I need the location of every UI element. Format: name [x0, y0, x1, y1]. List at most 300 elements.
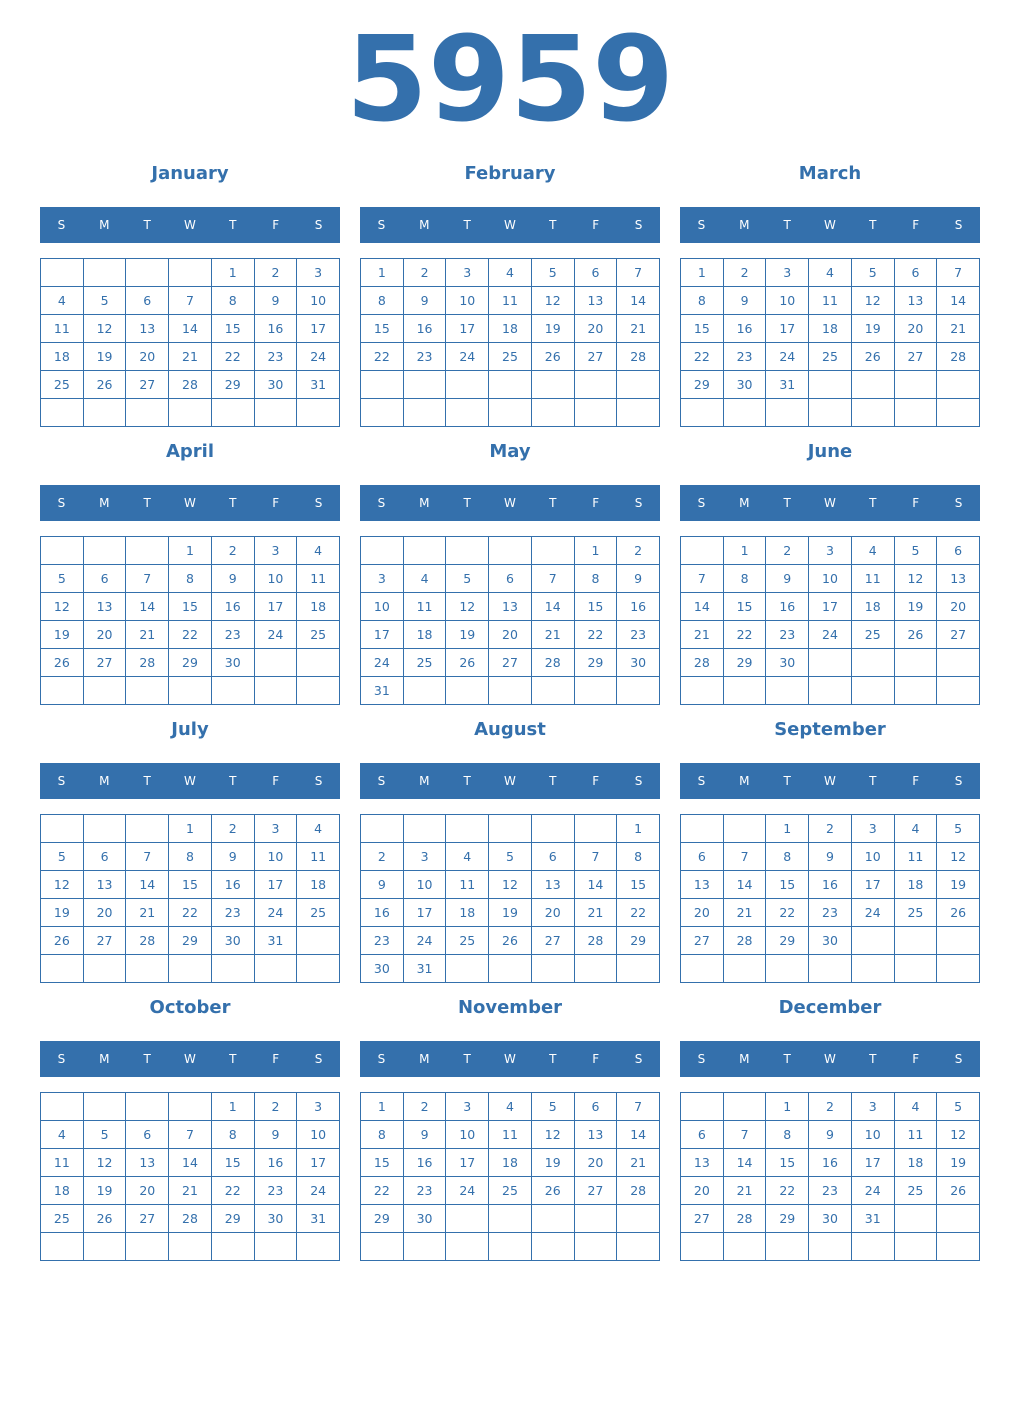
day-cell: 29: [169, 649, 212, 677]
day-cell: 10: [809, 565, 852, 593]
day-cell: 24: [255, 621, 298, 649]
day-cell: [937, 399, 980, 427]
weekday-label: T: [143, 496, 151, 510]
day-cell: 15: [575, 593, 618, 621]
weekday-label: M: [419, 218, 430, 232]
day-cell: 11: [809, 287, 852, 315]
weekday-label: T: [783, 1052, 791, 1066]
day-cell: [404, 677, 447, 705]
day-cell: 13: [489, 593, 532, 621]
day-cell: 24: [809, 621, 852, 649]
day-grid: [680, 258, 980, 427]
day-cell: [895, 1233, 938, 1261]
day-cell: 13: [575, 287, 618, 315]
day-cell: [766, 677, 809, 705]
day-cell: 11: [41, 1149, 84, 1177]
month-name: May: [489, 441, 531, 462]
day-cell: 1: [766, 815, 809, 843]
day-cell: 1: [575, 537, 618, 565]
day-cell: [41, 955, 84, 983]
day-cell: 20: [681, 899, 724, 927]
day-cell: 2: [404, 1093, 447, 1121]
day-cell: 27: [126, 371, 169, 399]
day-cell: 4: [404, 565, 447, 593]
day-cell: 12: [41, 593, 84, 621]
weekday-label: S: [634, 1052, 643, 1066]
day-cell: [617, 399, 660, 427]
day-cell: 20: [489, 621, 532, 649]
day-cell: 5: [895, 537, 938, 565]
day-cell: 21: [724, 899, 767, 927]
day-cell: 25: [297, 621, 340, 649]
weekday-label: S: [634, 496, 643, 510]
month-name: February: [464, 163, 556, 184]
day-cell: 5: [489, 843, 532, 871]
day-cell: [575, 955, 618, 983]
day-cell: [446, 677, 489, 705]
day-cell: 10: [446, 1121, 489, 1149]
day-cell: 26: [937, 899, 980, 927]
day-cell: [766, 955, 809, 983]
day-cell: 8: [575, 565, 618, 593]
weekday-label: M: [739, 218, 750, 232]
day-cell: [84, 259, 127, 287]
day-cell: 11: [852, 565, 895, 593]
day-cell: 9: [766, 565, 809, 593]
day-cell: 12: [489, 871, 532, 899]
day-cell: 19: [84, 1177, 127, 1205]
day-cell: 24: [446, 343, 489, 371]
day-cell: 19: [84, 343, 127, 371]
day-cell: 31: [297, 371, 340, 399]
day-cell: 19: [489, 899, 532, 927]
day-cell: 8: [361, 287, 404, 315]
day-cell: 7: [724, 843, 767, 871]
day-cell: 14: [169, 1149, 212, 1177]
day-cell: 4: [297, 815, 340, 843]
day-grid: [40, 258, 340, 427]
day-cell: 16: [361, 899, 404, 927]
weekday-label: M: [99, 218, 110, 232]
day-cell: 3: [446, 1093, 489, 1121]
day-cell: [895, 1205, 938, 1233]
weekday-label: T: [463, 1052, 471, 1066]
day-cell: [84, 955, 127, 983]
day-cell: [169, 259, 212, 287]
day-cell: 18: [895, 1149, 938, 1177]
day-cell: [852, 649, 895, 677]
day-cell: [489, 1233, 532, 1261]
weekday-label: F: [912, 774, 920, 788]
day-cell: [809, 371, 852, 399]
day-cell: 7: [169, 1121, 212, 1149]
day-cell: 25: [446, 927, 489, 955]
weekday-label: S: [377, 496, 386, 510]
day-cell: 7: [937, 259, 980, 287]
day-cell: 26: [446, 649, 489, 677]
day-grid: [360, 814, 660, 983]
day-cell: [446, 955, 489, 983]
day-cell: 26: [41, 927, 84, 955]
weekday-label: T: [549, 218, 557, 232]
day-cell: [404, 371, 447, 399]
day-cell: [681, 815, 724, 843]
day-cell: 11: [297, 843, 340, 871]
month-name: November: [457, 997, 563, 1018]
weekday-header: [360, 207, 660, 243]
day-grid: [360, 1092, 660, 1261]
year-title: 5959: [345, 10, 675, 148]
day-cell: 25: [852, 621, 895, 649]
day-cell: 8: [361, 1121, 404, 1149]
day-cell: 6: [895, 259, 938, 287]
day-cell: [446, 1233, 489, 1261]
day-cell: 17: [255, 871, 298, 899]
weekday-label: F: [272, 1052, 280, 1066]
day-cell: 5: [937, 1093, 980, 1121]
weekday-label: S: [57, 218, 66, 232]
day-cell: 23: [766, 621, 809, 649]
day-cell: 19: [532, 315, 575, 343]
weekday-label: S: [954, 1052, 963, 1066]
day-cell: 22: [169, 621, 212, 649]
day-cell: 10: [766, 287, 809, 315]
day-cell: 7: [724, 1121, 767, 1149]
day-cell: 3: [297, 259, 340, 287]
day-cell: 9: [361, 871, 404, 899]
day-cell: 18: [404, 621, 447, 649]
day-cell: [404, 399, 447, 427]
day-cell: 31: [766, 371, 809, 399]
day-cell: 28: [617, 343, 660, 371]
day-cell: 16: [809, 1149, 852, 1177]
weekday-label: S: [57, 496, 66, 510]
day-cell: 16: [255, 1149, 298, 1177]
day-cell: [809, 677, 852, 705]
day-cell: 15: [724, 593, 767, 621]
day-cell: [41, 399, 84, 427]
month-january: [40, 160, 340, 427]
day-cell: 7: [126, 843, 169, 871]
day-cell: 8: [617, 843, 660, 871]
day-cell: 7: [617, 1093, 660, 1121]
day-cell: [489, 1205, 532, 1233]
day-cell: 5: [84, 1121, 127, 1149]
day-cell: 10: [852, 1121, 895, 1149]
day-cell: [681, 1233, 724, 1261]
day-cell: [446, 815, 489, 843]
weekday-label: F: [592, 496, 600, 510]
day-cell: 1: [169, 537, 212, 565]
day-cell: 11: [404, 593, 447, 621]
weekday-label: F: [592, 218, 600, 232]
day-cell: 25: [297, 899, 340, 927]
day-cell: [532, 677, 575, 705]
day-cell: 27: [84, 927, 127, 955]
day-cell: 1: [766, 1093, 809, 1121]
day-cell: 8: [212, 1121, 255, 1149]
day-cell: [852, 399, 895, 427]
day-cell: 6: [84, 565, 127, 593]
day-cell: 31: [404, 955, 447, 983]
day-cell: [681, 955, 724, 983]
day-cell: [446, 399, 489, 427]
day-cell: 31: [852, 1205, 895, 1233]
weekday-label: T: [463, 774, 471, 788]
day-cell: [297, 1233, 340, 1261]
day-cell: [724, 677, 767, 705]
weekday-label: W: [504, 774, 516, 788]
day-cell: 14: [532, 593, 575, 621]
day-cell: 29: [212, 371, 255, 399]
weekday-label: M: [739, 1052, 750, 1066]
day-cell: 31: [361, 677, 404, 705]
day-cell: 30: [404, 1205, 447, 1233]
month-february: [360, 160, 660, 427]
day-cell: 29: [681, 371, 724, 399]
weekday-label: S: [697, 496, 706, 510]
day-cell: 19: [937, 1149, 980, 1177]
day-cell: 15: [169, 871, 212, 899]
weekday-label: S: [314, 218, 323, 232]
day-cell: 1: [212, 259, 255, 287]
weekday-label: W: [504, 1052, 516, 1066]
weekday-label: T: [143, 218, 151, 232]
day-cell: 3: [852, 815, 895, 843]
day-cell: [681, 677, 724, 705]
day-cell: 23: [809, 1177, 852, 1205]
day-cell: 6: [126, 287, 169, 315]
weekday-label: S: [377, 218, 386, 232]
day-cell: 18: [41, 343, 84, 371]
weekday-label: S: [697, 774, 706, 788]
day-cell: 25: [489, 1177, 532, 1205]
day-cell: 12: [41, 871, 84, 899]
day-cell: 19: [852, 315, 895, 343]
weekday-label: S: [314, 1052, 323, 1066]
day-cell: [852, 371, 895, 399]
weekday-header: [40, 485, 340, 521]
day-cell: 2: [404, 259, 447, 287]
day-grid: [360, 258, 660, 427]
day-cell: 2: [809, 815, 852, 843]
month-december: [680, 994, 980, 1261]
day-cell: [489, 677, 532, 705]
day-cell: 22: [681, 343, 724, 371]
day-cell: 20: [532, 899, 575, 927]
day-cell: [895, 371, 938, 399]
day-cell: 15: [766, 1149, 809, 1177]
day-cell: 29: [169, 927, 212, 955]
weekday-label: S: [697, 218, 706, 232]
day-cell: 26: [937, 1177, 980, 1205]
day-grid: [40, 1092, 340, 1261]
day-cell: 14: [724, 1149, 767, 1177]
day-cell: 21: [937, 315, 980, 343]
day-cell: 3: [446, 259, 489, 287]
day-grid: [40, 536, 340, 705]
day-cell: 27: [126, 1205, 169, 1233]
day-cell: 28: [169, 371, 212, 399]
day-cell: 5: [84, 287, 127, 315]
day-cell: 28: [169, 1205, 212, 1233]
day-cell: 12: [446, 593, 489, 621]
day-cell: 28: [575, 927, 618, 955]
weekday-label: T: [869, 496, 877, 510]
day-cell: 24: [255, 899, 298, 927]
day-cell: 31: [255, 927, 298, 955]
day-cell: 26: [84, 371, 127, 399]
day-cell: [126, 1093, 169, 1121]
day-cell: 9: [404, 287, 447, 315]
day-cell: [212, 1233, 255, 1261]
weekday-label: W: [824, 218, 836, 232]
day-cell: 26: [532, 343, 575, 371]
weekday-label: F: [912, 1052, 920, 1066]
day-cell: 28: [937, 343, 980, 371]
day-cell: [575, 677, 618, 705]
day-cell: 7: [617, 259, 660, 287]
day-cell: 10: [361, 593, 404, 621]
day-cell: 16: [404, 1149, 447, 1177]
day-cell: 19: [41, 899, 84, 927]
day-cell: 22: [766, 1177, 809, 1205]
day-cell: 6: [126, 1121, 169, 1149]
weekday-label: M: [739, 774, 750, 788]
day-cell: [255, 399, 298, 427]
day-cell: 30: [212, 927, 255, 955]
day-cell: 5: [532, 1093, 575, 1121]
weekday-label: T: [783, 774, 791, 788]
day-cell: 19: [41, 621, 84, 649]
day-cell: 10: [297, 287, 340, 315]
day-cell: 21: [126, 621, 169, 649]
weekday-label: S: [634, 218, 643, 232]
weekday-label: W: [184, 218, 196, 232]
day-cell: [937, 1233, 980, 1261]
day-cell: 19: [895, 593, 938, 621]
day-cell: 26: [84, 1205, 127, 1233]
day-cell: 27: [895, 343, 938, 371]
day-cell: 25: [809, 343, 852, 371]
day-cell: 10: [255, 565, 298, 593]
weekday-label: S: [954, 496, 963, 510]
day-cell: [681, 537, 724, 565]
day-cell: 9: [724, 287, 767, 315]
day-cell: 12: [852, 287, 895, 315]
day-cell: 23: [361, 927, 404, 955]
weekday-label: S: [954, 774, 963, 788]
day-grid: [680, 814, 980, 983]
weekday-label: F: [592, 1052, 600, 1066]
day-cell: 18: [446, 899, 489, 927]
day-cell: [575, 371, 618, 399]
day-cell: 25: [404, 649, 447, 677]
day-cell: 3: [809, 537, 852, 565]
day-cell: [809, 649, 852, 677]
day-cell: 6: [489, 565, 532, 593]
day-cell: 24: [852, 1177, 895, 1205]
day-cell: [361, 815, 404, 843]
day-cell: 30: [617, 649, 660, 677]
day-cell: 28: [126, 927, 169, 955]
day-cell: 18: [489, 315, 532, 343]
day-cell: 13: [895, 287, 938, 315]
day-cell: 29: [766, 1205, 809, 1233]
day-cell: 29: [617, 927, 660, 955]
month-name: April: [165, 441, 215, 462]
day-cell: [617, 955, 660, 983]
weekday-label: T: [783, 496, 791, 510]
day-cell: 17: [852, 871, 895, 899]
day-cell: 7: [169, 287, 212, 315]
day-cell: 14: [937, 287, 980, 315]
day-cell: 21: [681, 621, 724, 649]
day-cell: 3: [297, 1093, 340, 1121]
day-cell: [617, 1205, 660, 1233]
day-cell: [895, 649, 938, 677]
day-cell: 17: [446, 315, 489, 343]
weekday-label: M: [99, 496, 110, 510]
month-name: June: [807, 441, 853, 462]
day-cell: 11: [446, 871, 489, 899]
day-cell: 2: [212, 537, 255, 565]
day-cell: 29: [766, 927, 809, 955]
day-cell: 9: [809, 843, 852, 871]
day-cell: [126, 259, 169, 287]
day-cell: 15: [212, 315, 255, 343]
day-cell: 17: [297, 1149, 340, 1177]
day-cell: [617, 677, 660, 705]
day-cell: 11: [895, 843, 938, 871]
day-cell: 18: [852, 593, 895, 621]
day-cell: 20: [681, 1177, 724, 1205]
day-cell: [575, 815, 618, 843]
weekday-label: S: [57, 1052, 66, 1066]
day-cell: 1: [361, 259, 404, 287]
month-name: March: [798, 163, 862, 184]
day-cell: 4: [895, 815, 938, 843]
day-cell: 12: [84, 1149, 127, 1177]
day-cell: [404, 1233, 447, 1261]
weekday-label: T: [869, 1052, 877, 1066]
day-cell: 14: [126, 593, 169, 621]
weekday-label: S: [634, 774, 643, 788]
day-cell: 22: [212, 343, 255, 371]
day-cell: 3: [404, 843, 447, 871]
day-cell: 11: [297, 565, 340, 593]
day-cell: 3: [361, 565, 404, 593]
day-cell: 21: [169, 343, 212, 371]
day-cell: [169, 677, 212, 705]
day-cell: 2: [617, 537, 660, 565]
day-cell: 25: [489, 343, 532, 371]
day-cell: [532, 955, 575, 983]
day-cell: 24: [446, 1177, 489, 1205]
month-september: [680, 716, 980, 983]
day-cell: [852, 955, 895, 983]
day-cell: [84, 815, 127, 843]
weekday-label: T: [549, 496, 557, 510]
day-cell: [895, 677, 938, 705]
day-cell: [489, 371, 532, 399]
day-cell: 13: [937, 565, 980, 593]
weekday-label: T: [869, 218, 877, 232]
day-cell: [532, 1233, 575, 1261]
weekday-label: T: [143, 774, 151, 788]
day-cell: 7: [532, 565, 575, 593]
day-cell: 30: [766, 649, 809, 677]
